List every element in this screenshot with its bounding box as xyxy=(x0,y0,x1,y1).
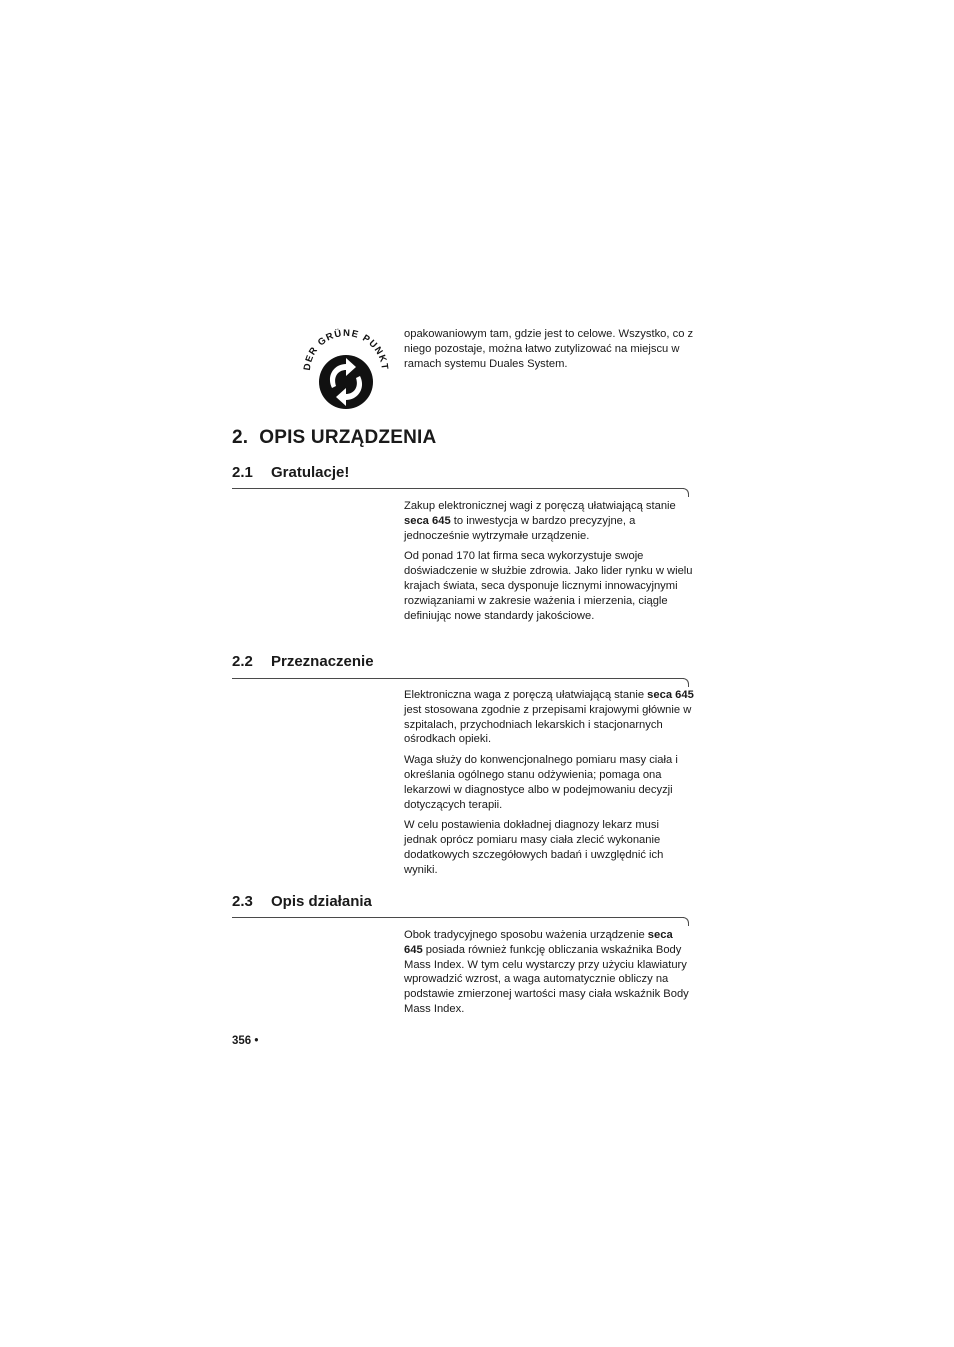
green-dot-logo xyxy=(300,320,392,412)
chapter-title: OPIS URZĄDZENIA xyxy=(259,427,437,448)
section-rule xyxy=(232,488,684,489)
intro-paragraph: opakowaniowym tam, gdzie jest to celowe. Wszystko, co z niego pozostaje, można łatwo zutylizować na miejscu w ramach systemu Duales System. xyxy=(404,328,694,370)
paragraph: W celu postawienia dokładnej diagnozy lekarz musi jednak oprócz pomiaru masy ciała zlecić wykonanie dodatkowych szczegółowych badań i uwzględnić ich wyniki. xyxy=(404,819,664,876)
section-number: 2.2 xyxy=(232,653,253,670)
section-title: Gratulacje! xyxy=(271,464,350,481)
section-heading-gratulacje xyxy=(232,464,349,481)
chapter-number: 2. xyxy=(232,427,249,448)
section-number: 2.3 xyxy=(232,893,253,910)
paragraph: Obok tradycyjnego sposobu ważenia urządzenie seca 645 posiada również funkcję obliczania wskaźnika Body Mass Index. W tym celu wystarczy przy użyciu klawiatury wprowadzić wzrost, a waga automatycznie obliczy na podstawie zmierzonej wartości masy ciała wskaźnik Body Mass Index. xyxy=(404,929,689,1015)
paragraph: Zakup elektronicznej wagi z poręczą ułatwiającą stanie seca 645 to inwestycja w bardzo precyzyjne, a jednocześnie wytrzymałe urządzenie. xyxy=(404,500,676,542)
section-rule xyxy=(232,917,684,918)
section-heading-przeznaczenie xyxy=(232,653,374,670)
section-title: Opis działania xyxy=(271,893,372,910)
paragraph: Elektroniczna waga z poręczą ułatwiającą stanie seca 645 jest stosowana zgodnie z przepisami krajowymi głównie w szpitalach, przychodniach lekarskich i stacjonarnych ośrodkach opieki. xyxy=(404,689,694,746)
section-number: 2.1 xyxy=(232,464,253,481)
section-body-przeznaczenie xyxy=(404,688,694,884)
product-name: seca 645 xyxy=(404,929,673,956)
section-heading-opis-dzialania xyxy=(232,893,372,910)
product-name: seca 645 xyxy=(647,689,694,701)
product-name: seca 645 xyxy=(404,514,451,527)
page-number: 356 • xyxy=(232,1035,259,1047)
chapter-heading xyxy=(232,427,436,449)
section-title: Przeznaczenie xyxy=(271,653,374,670)
section-rule xyxy=(232,678,684,679)
green-dot-recycling-icon xyxy=(300,320,392,412)
paragraph: Waga służy do konwencjonalnego pomiaru masy ciała i określania ogólnego stanu odżywienia; pomaga ona lekarzowi w diagnostyce albo w podejmowaniu decyzji dotyczących terapii. xyxy=(404,754,678,811)
section-body-gratulacje xyxy=(404,499,694,629)
logo-arc-text: DER GRÜNE PUNKT xyxy=(301,327,391,372)
paragraph: Od ponad 170 lat firma seca wykorzystuje swoje doświadczenie w służbie zdrowia. Jako lider rynku w wielu krajach świata, seca dysponuje licznymi innowacyjnymi rozwiązaniami w zakresie ważenia i mierzenia, ciągle definiując nowe standardy jakościowe. xyxy=(404,550,693,622)
section-body-opis-dzialania xyxy=(404,928,694,1023)
